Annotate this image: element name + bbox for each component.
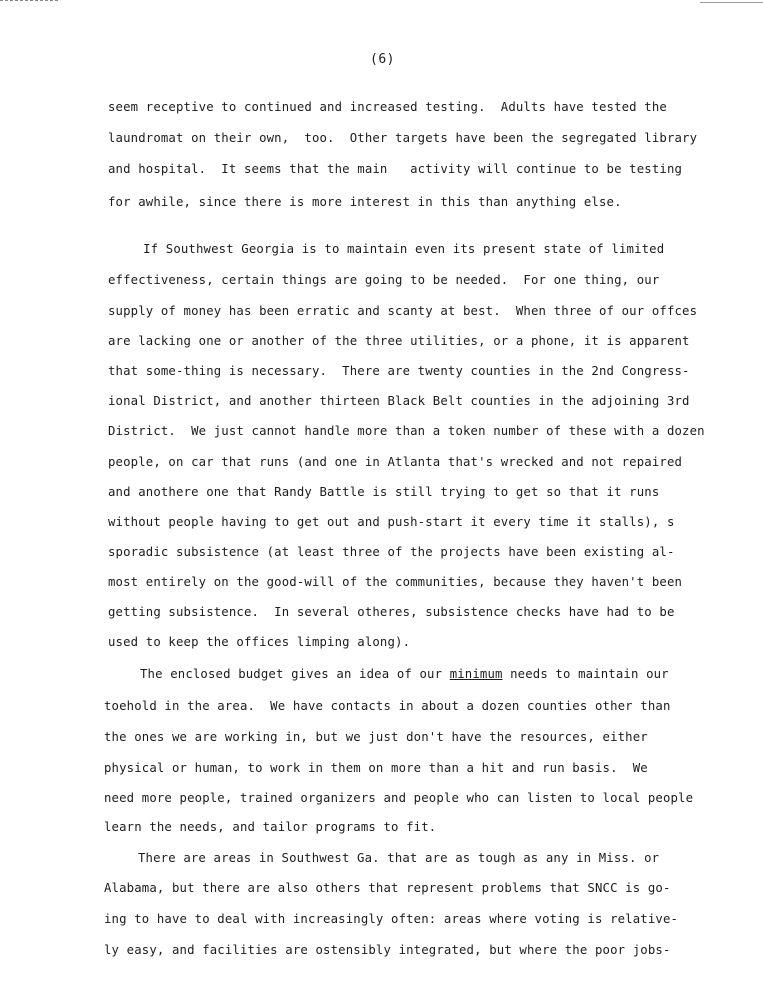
text-line: supply of money has been erratic and scanty at best. When three of our offces bbox=[108, 304, 698, 318]
emphasized-word: minimum bbox=[449, 667, 503, 681]
text-line: ional District, and another thirteen Black Belt counties in the adjoining 3rd bbox=[108, 394, 690, 408]
text-line: getting subsistence. In several otheres, subsistence checks have had to be bbox=[108, 605, 675, 619]
text-line: Alabama, but there are also others that represent problems that SNCC is go- bbox=[104, 881, 671, 895]
text-line: District. We just cannot handle more than a token number of these with a dozen bbox=[108, 424, 705, 438]
text-line: for awhile, since there is more interest in this than anything else. bbox=[108, 195, 622, 209]
text-line: that some-thing is necessary. There are twenty counties in the 2nd Congress- bbox=[108, 364, 690, 378]
text-line: used to keep the offices limping along). bbox=[108, 635, 411, 649]
text-line: learn the needs, and tailor programs to fit. bbox=[104, 820, 437, 834]
text-line: are lacking one or another of the three utilities, or a phone, it is apparent bbox=[108, 334, 690, 348]
text-segment: The enclosed budget gives an idea of our bbox=[140, 667, 450, 681]
text-line: without people having to get out and push-start it every time it stalls), s bbox=[108, 515, 675, 529]
text-line: toehold in the area. We have contacts in about a dozen counties other than bbox=[104, 699, 671, 713]
text-line: laundromat on their own, too. Other targets have been the segregated library bbox=[108, 131, 698, 145]
text-line: physical or human, to work in them on more than a hit and run basis. We bbox=[104, 761, 648, 775]
text-line: sporadic subsistence (at least three of the projects have been existing al- bbox=[108, 545, 675, 559]
text-line: the ones we are working in, but we just don't have the resources, either bbox=[104, 730, 648, 744]
text-line: and anothere one that Randy Battle is still trying to get so that it runs bbox=[108, 485, 660, 499]
text-line: effectiveness, certain things are going to be needed. For one thing, our bbox=[108, 273, 660, 287]
scan-edge-mark-left bbox=[0, 0, 58, 1]
text-line: most entirely on the good-will of the communities, because they haven't been bbox=[108, 575, 683, 589]
page-number: (6) bbox=[370, 52, 395, 67]
text-segment: needs to maintain our bbox=[502, 667, 669, 681]
text-line: ing to have to deal with increasingly often: areas where voting is relative- bbox=[104, 912, 679, 926]
text-line: seem receptive to continued and increased testing. Adults have tested the bbox=[108, 100, 667, 114]
text-line bbox=[140, 666, 669, 682]
text-line: people, on car that runs (and one in Atlanta that's wrecked and not repaired bbox=[108, 455, 683, 469]
text-line: There are areas in Southwest Ga. that are as tough as any in Miss. or bbox=[138, 851, 660, 865]
text-line: ly easy, and facilities are ostensibly integrated, but where the poor jobs- bbox=[104, 943, 671, 957]
scan-edge-mark-right bbox=[700, 2, 763, 3]
text-line: and hospital. It seems that the main activity will continue to be testing bbox=[108, 162, 683, 176]
text-line: need more people, trained organizers and people who can listen to local people bbox=[104, 791, 694, 805]
text-line: If Southwest Georgia is to maintain even its present state of limited bbox=[128, 242, 665, 256]
